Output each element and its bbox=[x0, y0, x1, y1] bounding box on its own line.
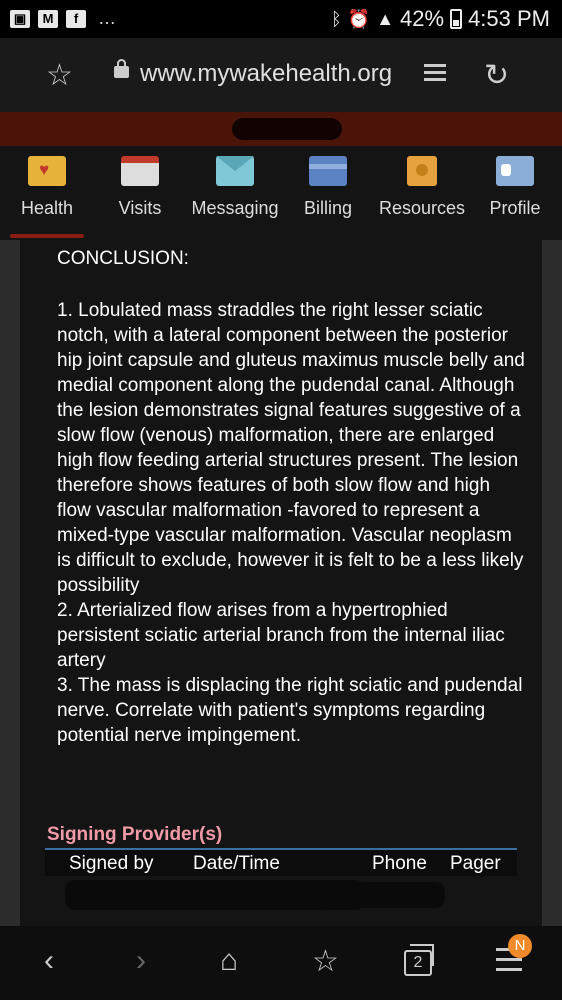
facebook-icon: f bbox=[66, 10, 86, 28]
active-tab-indicator bbox=[10, 234, 84, 238]
tabs-button[interactable]: 2 bbox=[404, 950, 432, 976]
notification-badge: N bbox=[508, 934, 532, 958]
book-icon bbox=[407, 156, 437, 186]
clock: 4:53 PM bbox=[468, 6, 550, 31]
nav-resources[interactable] bbox=[376, 156, 468, 219]
browser-url-bar bbox=[0, 38, 562, 112]
health-folder-icon bbox=[28, 156, 66, 186]
battery-percent: 42% bbox=[400, 6, 445, 31]
nav-health[interactable] bbox=[12, 156, 82, 219]
system-status bbox=[331, 6, 550, 32]
redacted-area bbox=[65, 880, 365, 910]
nav-label: Billing bbox=[303, 198, 353, 218]
conclusion-text bbox=[57, 298, 527, 748]
calendar-icon bbox=[121, 156, 159, 186]
reload-icon[interactable]: ↻ bbox=[484, 59, 510, 92]
envelope-icon bbox=[216, 156, 254, 186]
more-notifications-icon: … bbox=[98, 8, 117, 28]
nav-billing[interactable] bbox=[298, 156, 358, 219]
conclusion-item: 3. The mass is displacing the right sciatic and pudendal nerve. Correlate with patient's symptoms regarding potential nerve impingement. bbox=[57, 675, 523, 746]
conclusion-heading: CONCLUSION: bbox=[57, 248, 189, 269]
id-card-icon bbox=[496, 156, 534, 186]
page-content[interactable] bbox=[0, 240, 562, 926]
bookmark-star-icon[interactable]: ☆ bbox=[46, 59, 73, 92]
signal-icon: ▲ bbox=[376, 8, 395, 29]
gmail-icon: M bbox=[38, 10, 58, 28]
nav-label: Messaging bbox=[191, 198, 279, 218]
credit-card-icon bbox=[309, 156, 347, 186]
column-pager: Pager bbox=[450, 853, 501, 874]
status-bar bbox=[0, 0, 562, 38]
nav-label: Visits bbox=[118, 198, 162, 218]
signing-table-header bbox=[45, 848, 517, 876]
column-phone: Phone bbox=[372, 853, 427, 874]
table-row bbox=[45, 878, 517, 918]
home-icon[interactable]: ⌂ bbox=[220, 944, 239, 977]
nav-visits[interactable] bbox=[110, 156, 170, 219]
nav-label: Resources bbox=[378, 198, 466, 218]
back-icon[interactable]: ‹ bbox=[44, 944, 54, 977]
bluetooth-icon: ᛒ bbox=[330, 8, 342, 29]
nav-label: Health bbox=[20, 198, 74, 218]
forward-icon[interactable]: › bbox=[136, 944, 146, 977]
alarm-icon: ⏰ bbox=[347, 8, 371, 29]
bookmarks-icon[interactable]: ☆ bbox=[312, 945, 339, 978]
battery-icon bbox=[450, 9, 462, 29]
redacted-area bbox=[325, 882, 445, 908]
notification-icons bbox=[10, 8, 117, 29]
image-notification-icon: ▣ bbox=[10, 10, 30, 28]
conclusion-item: 1. Lobulated mass straddles the right lesser sciatic notch, with a lateral component between the posterior hip joint capsule and gluteus maximus muscle belly and medial component along the pudendal canal. Although the lesion demonstrates signal features suggestive of a slow flow (venous) malformation, there are enlarged high flow feeding arterial structures present. The lesion therefore shows features of both slow flow and high flow vascular malformation -favored to represent a mixed-type vascular malformation. Vascular neoplasm is difficult to exclude, however it is felt to be a less likely possibility bbox=[57, 300, 525, 596]
report-panel bbox=[20, 240, 542, 926]
nav-profile[interactable] bbox=[484, 156, 546, 219]
lock-icon bbox=[114, 66, 129, 78]
url-text[interactable]: www.mywakehealth.org bbox=[140, 60, 393, 87]
site-banner bbox=[0, 112, 562, 146]
browser-bottom-bar bbox=[0, 926, 562, 1000]
nav-label: Profile bbox=[489, 198, 541, 218]
column-datetime: Date/Time bbox=[193, 853, 280, 874]
reader-mode-icon[interactable] bbox=[424, 64, 446, 86]
nav-messaging[interactable] bbox=[188, 156, 282, 219]
conclusion-item: 2. Arterialized flow arises from a hypertrophied persistent sciatic arterial branch from the internal iliac artery bbox=[57, 600, 505, 671]
column-signed-by: Signed by bbox=[69, 853, 154, 874]
signing-provider-heading: Signing Provider(s) bbox=[47, 824, 223, 845]
redacted-area bbox=[232, 118, 342, 140]
main-nav bbox=[0, 146, 562, 240]
